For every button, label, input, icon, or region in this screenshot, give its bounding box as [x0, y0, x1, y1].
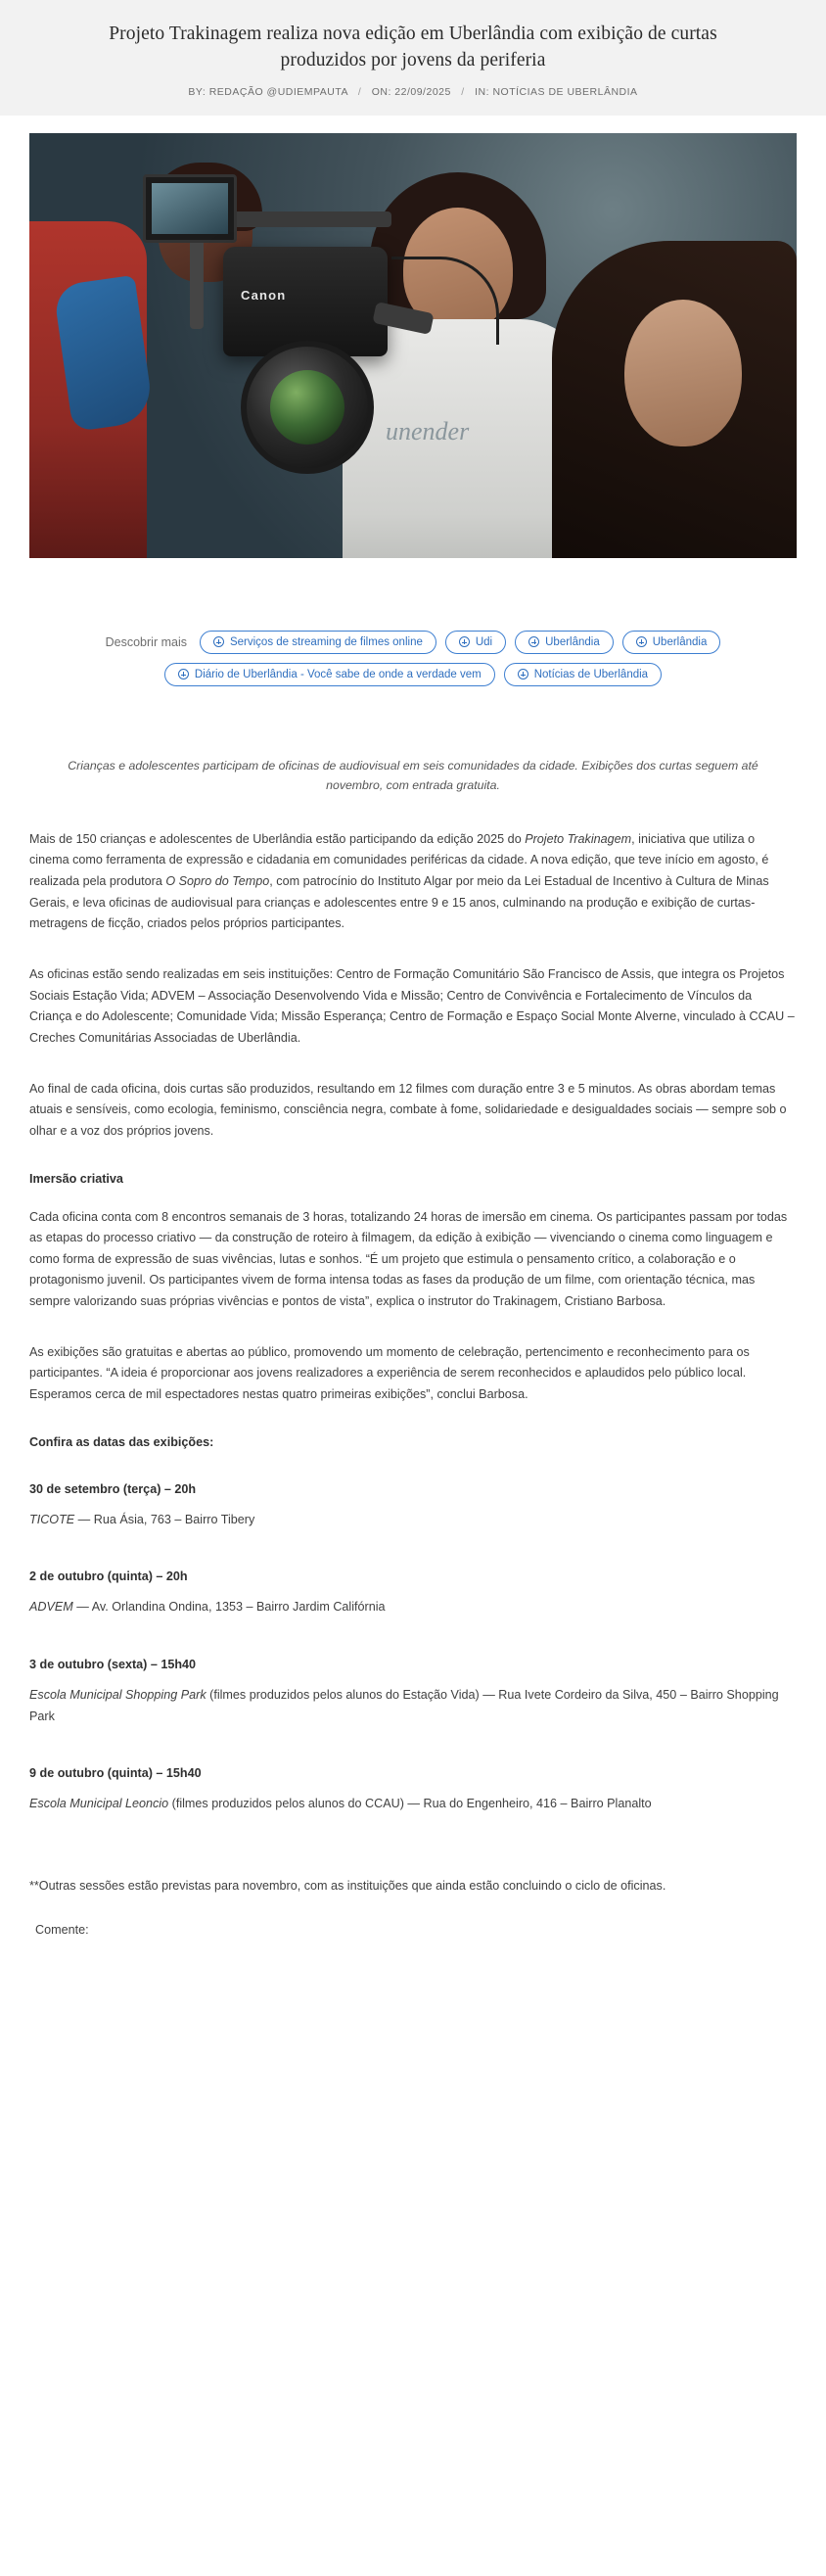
event-venue: ADVEM — [29, 1600, 73, 1615]
plus-circle-icon — [213, 636, 224, 647]
plus-circle-icon — [518, 669, 528, 679]
paragraph-2: As oficinas estão sendo realizadas em seis instituições: Centro de Formação Comunitário São Francisco de Assis, que integra os Projetos Sociais Estação Vida; ADVEM – Associação Desenvolvendo Vida e Missão; Centro de Convivência e Fortalecimento de Vínculos da Criança e do Adolescente; Comunidade Vida; Missão Esperança; Centro de Formação e Espaço Social Monte Alverne, vinculado à CCAU – Creches Comunitárias Associadas de Uberlândia. — [29, 966, 795, 1045]
event-address: — Rua Ásia, 763 – Bairro Tibery — [74, 1512, 255, 1526]
hero-image-wrap — [0, 116, 826, 558]
image-caption: Crianças e adolescentes participam de oficinas de audiovisual em seis comunidades da cidade. Exibições dos curtas seguem até novembro, com entrada gratuita. — [68, 758, 758, 792]
additional-sessions-note: **Outras sessões estão previstas para novembro, com as instituições que ainda estão concluindo o ciclo de oficinas. — [29, 1879, 666, 1894]
plus-circle-icon — [459, 636, 470, 647]
article-header — [0, 0, 826, 116]
event-date: 2 de outubro (quinta) – 20h — [29, 1569, 188, 1584]
plus-circle-icon — [178, 669, 189, 679]
meta-separator-1: / — [357, 85, 362, 98]
paragraph-4: Cada oficina conta com 8 encontros semanais de 3 horas, totalizando 24 horas de imersão em cinema. Os participantes passam por todas as etapas do processo criativo — da construção de roteiro à filmagem, da edição à exibição — vivenciando o cinema como linguagem e como forma de expressão de suas vivências, lutas e sonhos. “É um projeto que estimula o pensamento crítico, a colaboração e o protagonismo juvenil. Os participantes vivem de forma intensa todas as fases da produção de um filme, com orientação técnica, mas sempre valorizando suas próprias vivências e pontos de vista”, explica o instrutor do Trakinagem, Cristiano Barbosa. — [29, 1209, 788, 1309]
event-item — [29, 1658, 797, 1727]
meta-author[interactable]: REDAÇÃO @UDIEMPAUTA — [208, 85, 348, 98]
discover-chip-uberlandia-1[interactable] — [515, 631, 614, 654]
hero-image — [29, 133, 797, 558]
discover-chip-label: Udi — [475, 635, 493, 648]
event-address: (filmes produzidos pelos alunos do Estação Vida) — Rua Ivete Cordeiro da Silva, 450 – Bairro Shopping Park — [29, 1688, 779, 1723]
event-venue: Escola Municipal Leoncio — [29, 1797, 169, 1811]
camera-rig — [147, 247, 460, 472]
discover-chip-label: Uberlândia — [545, 635, 600, 648]
camera-monitor-screen — [152, 183, 228, 234]
meta-date: 22/09/2025 — [394, 85, 451, 98]
meta-in-label: IN: — [475, 85, 490, 98]
discover-chip-label: Serviços de streaming de filmes online — [229, 635, 423, 648]
paragraph-1: Mais de 150 crianças e adolescentes de Uberlândia estão participando da edição 2025 do Projeto Trakinagem, iniciativa que utiliza o cinema como ferramenta de expressão e cidadania em comunidades periféricas da cidade. A nova edição, que teve início em agosto, é realizada pela produtora O Sopro do Tempo, com patrocínio do Instituto Algar por meio da Lei Estadual de Incentivo à Cultura de Minas Gerais, e leva oficinas de audiovisual para crianças e adolescentes entre 9 e 15 anos, culminando na produção e exibição de curtas-metragens de ficção, criados pelos próprios participantes. — [29, 831, 769, 931]
discover-more-label: Descobrir mais — [105, 634, 187, 649]
event-details — [29, 1597, 797, 1618]
discover-row-1 — [29, 631, 797, 654]
event-item — [29, 1766, 797, 1815]
article-body — [0, 757, 826, 1937]
camera-monitor — [143, 174, 237, 243]
discover-row-2 — [29, 663, 797, 686]
comment-label: Comente: — [35, 1922, 89, 1937]
plus-circle-icon — [636, 636, 647, 647]
event-address: (filmes produzidos pelos alunos do CCAU) — Rua do Engenheiro, 416 – Bairro Planalto — [168, 1797, 652, 1811]
event-details — [29, 1794, 797, 1815]
article-meta — [29, 86, 797, 98]
event-address: — Av. Orlandina Ondina, 1353 – Bairro Jardim Califórnia — [72, 1600, 386, 1615]
meta-category[interactable]: NOTÍCIAS DE UBERLÂNDIA — [492, 85, 638, 98]
event-venue: TICOTE — [29, 1512, 75, 1526]
plus-circle-icon — [528, 636, 539, 647]
paragraph-5: As exibições são gratuitas e abertas ao público, promovendo um momento de celebração, pertencimento e reconhecimento para os participantes. “A ideia é proporcionar aos jovens realizadores a experiência de serem reconhecidos e aplaudidos pelo público local. Esperamos cerca de mil espectadores nestas quatro primeiras exibições”, conclui Barbosa. — [29, 1344, 750, 1402]
camera-lens-glass — [270, 370, 344, 445]
discover-more-section — [29, 631, 797, 686]
discover-chip-uberlandia-2[interactable] — [622, 631, 721, 654]
section-heading-imersao-criativa: Imersão criativa — [29, 1171, 123, 1186]
discover-chip-streaming[interactable] — [200, 631, 436, 654]
event-date: 9 de outubro (quinta) – 15h40 — [29, 1766, 202, 1781]
event-details — [29, 1685, 797, 1727]
event-venue: Escola Municipal Shopping Park — [29, 1688, 206, 1703]
meta-by-label: BY: — [188, 85, 206, 98]
discover-chip-label: Notícias de Uberlândia — [533, 668, 649, 680]
camera-brand-label: Canon — [241, 287, 287, 303]
event-date: 30 de setembro (terça) – 20h — [29, 1481, 197, 1496]
hero-person-right — [552, 241, 797, 558]
event-item — [29, 1482, 797, 1531]
event-date: 3 de outubro (sexta) – 15h40 — [29, 1658, 197, 1672]
meta-separator-2: / — [461, 85, 465, 98]
discover-chip-noticias[interactable] — [504, 663, 662, 686]
event-details — [29, 1510, 797, 1531]
event-item — [29, 1569, 797, 1618]
dates-intro: Confira as datas das exibições: — [29, 1434, 214, 1449]
hero-person-right-face — [624, 300, 742, 446]
meta-on-label: ON: — [371, 85, 391, 98]
paragraph-3: Ao final de cada oficina, dois curtas são produzidos, resultando em 12 filmes com duração entre 3 e 5 minutos. As obras abordam temas atuais e sensíveis, como ecologia, feminismo, consciência negra, combate à fome, solidariedade e desigualdades sociais — sempre sob o olhar e a voz dos próprios jovens. — [29, 1081, 787, 1138]
discover-chip-diario[interactable] — [164, 663, 495, 686]
hero-shirt-text: unender — [386, 416, 470, 445]
discover-chip-udi[interactable] — [445, 631, 506, 654]
page-title: Projeto Trakinagem realiza nova edição em Uberlândia com exibição de curtas produzidos por jovens da periferia — [109, 23, 717, 70]
discover-chip-label: Diário de Uberlândia - Você sabe de onde a verdade vem — [194, 668, 482, 680]
discover-chip-label: Uberlândia — [652, 635, 708, 648]
